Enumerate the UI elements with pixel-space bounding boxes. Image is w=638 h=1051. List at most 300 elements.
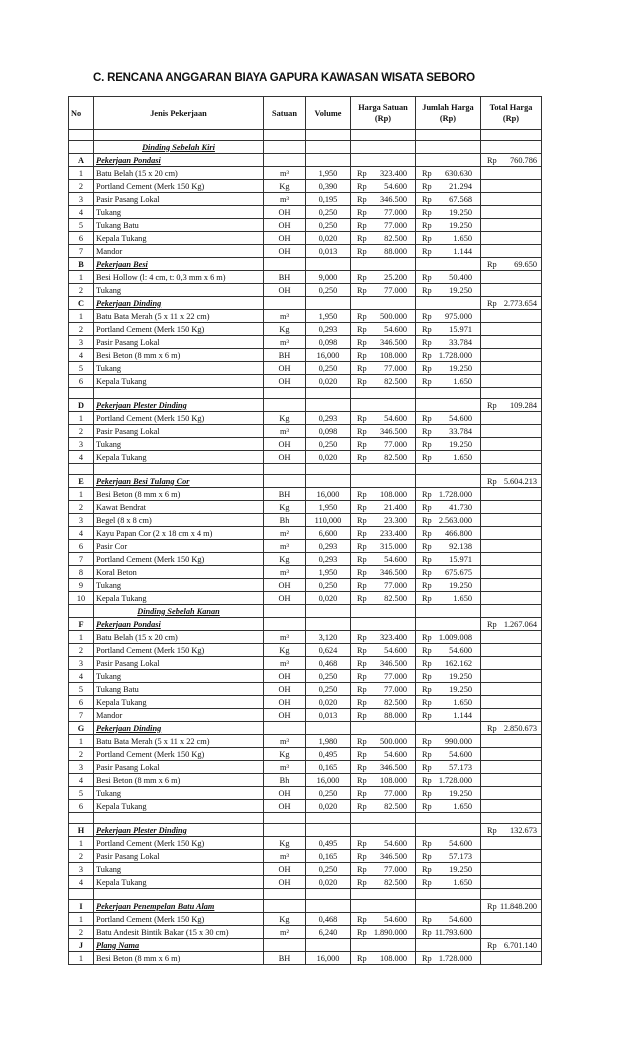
- table-row: [69, 553, 542, 566]
- empty-cell: [481, 284, 542, 297]
- currency-label: Rp: [357, 632, 367, 642]
- item-jenis: Tukang: [94, 284, 264, 297]
- item-harga-satuan-cell: [351, 683, 416, 696]
- table-row: [69, 271, 542, 284]
- item-volume: 0,293: [306, 323, 351, 336]
- empty-cell: [264, 722, 306, 735]
- item-satuan: Kg: [264, 837, 306, 850]
- table-row: [69, 323, 542, 336]
- section-total: [483, 901, 539, 912]
- empty-cell: [264, 618, 306, 631]
- item-harga-satuan-cell: [351, 425, 416, 438]
- item-jumlah-harga-cell: [416, 180, 481, 193]
- item-no: 6: [69, 232, 94, 245]
- item-jenis: Besi Beton (8 mm x 6 m): [94, 774, 264, 787]
- item-jumlah-harga-amount: 19.250: [449, 684, 472, 694]
- currency-label: Rp: [422, 788, 432, 798]
- item-satuan: m³: [264, 425, 306, 438]
- empty-cell: [481, 180, 542, 193]
- item-harga-satuan: [353, 272, 413, 283]
- currency-label: Rp: [487, 723, 497, 733]
- currency-label: Rp: [422, 554, 432, 564]
- item-volume: 0,250: [306, 670, 351, 683]
- section-letter: B: [69, 258, 94, 271]
- item-no: 3: [69, 336, 94, 349]
- currency-label: Rp: [357, 233, 367, 243]
- currency-label: Rp: [422, 684, 432, 694]
- currency-label: Rp: [422, 632, 432, 642]
- empty-cell: [481, 837, 542, 850]
- item-harga-satuan: [353, 528, 413, 539]
- item-harga-satuan-cell: [351, 514, 416, 527]
- item-jumlah-harga-cell: [416, 800, 481, 813]
- currency-label: Rp: [357, 502, 367, 512]
- currency-label: Rp: [357, 207, 367, 217]
- section-title: Pekerjaan Plester Dinding: [94, 399, 264, 412]
- item-volume: 0,165: [306, 850, 351, 863]
- item-jumlah-harga: [418, 168, 478, 179]
- item-volume: 16,000: [306, 774, 351, 787]
- item-no: 3: [69, 514, 94, 527]
- item-jenis: Begel (8 x 8 cm): [94, 514, 264, 527]
- currency-label: Rp: [357, 593, 367, 603]
- section-total: [483, 825, 539, 836]
- currency-label: Rp: [357, 220, 367, 230]
- item-harga-satuan: [353, 439, 413, 450]
- item-harga-satuan-amount: 233.400: [380, 528, 407, 538]
- section-row: [69, 399, 542, 412]
- empty-cell: [351, 605, 416, 618]
- section-letter: F: [69, 618, 94, 631]
- currency-label: Rp: [487, 825, 497, 835]
- item-jumlah-harga-cell: [416, 926, 481, 939]
- item-jumlah-harga-cell: [416, 167, 481, 180]
- section-title: Pekerjaan Pondasi: [94, 154, 264, 167]
- item-satuan: BH: [264, 952, 306, 965]
- item-jenis: Besi Beton (8 mm x 6 m): [94, 488, 264, 501]
- item-harga-satuan-amount: 88.000: [384, 710, 407, 720]
- item-jumlah-harga: [418, 593, 478, 604]
- item-harga-satuan-cell: [351, 735, 416, 748]
- item-jumlah-harga: [418, 658, 478, 669]
- item-satuan: m³: [264, 631, 306, 644]
- item-harga-satuan: [353, 426, 413, 437]
- item-harga-satuan: [353, 194, 413, 205]
- section-row: [69, 722, 542, 735]
- currency-label: Rp: [357, 580, 367, 590]
- item-volume: 0,468: [306, 657, 351, 670]
- item-harga-satuan-cell: [351, 167, 416, 180]
- currency-label: Rp: [357, 439, 367, 449]
- section-title: Plang Nama: [94, 939, 264, 952]
- item-jumlah-harga-amount: 19.250: [449, 207, 472, 217]
- empty-cell: [481, 464, 542, 475]
- item-harga-satuan: [353, 775, 413, 786]
- table-row: [69, 683, 542, 696]
- item-jumlah-harga-amount: 1.650: [453, 233, 472, 243]
- empty-cell: [264, 475, 306, 488]
- item-jumlah-harga-cell: [416, 631, 481, 644]
- table-row: [69, 644, 542, 657]
- item-satuan: BH: [264, 488, 306, 501]
- empty-cell: [481, 141, 542, 154]
- section-total-amount: 2.773.654: [503, 298, 537, 308]
- section-letter: E: [69, 475, 94, 488]
- empty-cell: [481, 167, 542, 180]
- item-jumlah-harga: [418, 515, 478, 526]
- section-row: [69, 824, 542, 837]
- item-jenis: Tukang: [94, 579, 264, 592]
- empty-cell: [481, 683, 542, 696]
- empty-cell: [481, 130, 542, 141]
- item-jenis: Kepala Tukang: [94, 876, 264, 889]
- item-jumlah-harga: [418, 285, 478, 296]
- item-volume: 0,013: [306, 245, 351, 258]
- item-no: 4: [69, 206, 94, 219]
- item-harga-satuan: [353, 181, 413, 192]
- header-total-harga: Total Harga (Rp): [481, 97, 542, 130]
- empty-cell: [69, 813, 94, 824]
- currency-label: Rp: [422, 337, 432, 347]
- item-jumlah-harga: [418, 914, 478, 925]
- header-harga-satuan: Harga Satuan (Rp): [351, 97, 416, 130]
- item-no: 1: [69, 488, 94, 501]
- item-jumlah-harga-cell: [416, 514, 481, 527]
- empty-cell: [94, 464, 264, 475]
- empty-cell: [481, 709, 542, 722]
- item-harga-satuan-cell: [351, 336, 416, 349]
- empty-cell: [481, 336, 542, 349]
- table-row: [69, 232, 542, 245]
- item-volume: 0,390: [306, 180, 351, 193]
- item-jumlah-harga-amount: 1.650: [453, 593, 472, 603]
- item-harga-satuan-amount: 82.500: [384, 233, 407, 243]
- empty-cell: [481, 245, 542, 258]
- currency-label: Rp: [357, 285, 367, 295]
- item-harga-satuan-cell: [351, 362, 416, 375]
- empty-cell: [351, 813, 416, 824]
- item-harga-satuan: [353, 801, 413, 812]
- empty-cell: [416, 824, 481, 837]
- empty-cell: [481, 501, 542, 514]
- item-harga-satuan-amount: 21.400: [384, 502, 407, 512]
- table-body: [69, 130, 542, 965]
- item-harga-satuan-cell: [351, 553, 416, 566]
- section-total-cell: [481, 475, 542, 488]
- header-no: No: [69, 97, 94, 130]
- item-jumlah-harga-cell: [416, 284, 481, 297]
- table-row: [69, 167, 542, 180]
- item-jumlah-harga-cell: [416, 735, 481, 748]
- item-harga-satuan-amount: 77.000: [384, 363, 407, 373]
- item-no: 5: [69, 787, 94, 800]
- currency-label: Rp: [422, 851, 432, 861]
- empty-cell: [351, 388, 416, 399]
- currency-label: Rp: [487, 259, 497, 269]
- empty-cell: [306, 399, 351, 412]
- item-harga-satuan-cell: [351, 631, 416, 644]
- item-harga-satuan-amount: 82.500: [384, 697, 407, 707]
- item-jumlah-harga: [418, 762, 478, 773]
- item-harga-satuan-amount: 108.000: [380, 489, 407, 499]
- empty-cell: [481, 748, 542, 761]
- item-jumlah-harga-cell: [416, 501, 481, 514]
- section-letter: G: [69, 722, 94, 735]
- item-jumlah-harga-amount: 19.250: [449, 671, 472, 681]
- item-jenis: Pasir Pasang Lokal: [94, 336, 264, 349]
- item-satuan: m³: [264, 310, 306, 323]
- item-jumlah-harga-cell: [416, 310, 481, 323]
- item-volume: 0,020: [306, 592, 351, 605]
- section-total-amount: 109.284: [510, 400, 537, 410]
- section-total: [483, 940, 539, 951]
- table-row: [69, 540, 542, 553]
- table-row: [69, 501, 542, 514]
- currency-label: Rp: [357, 426, 367, 436]
- empty-cell: [94, 813, 264, 824]
- table-row: [69, 180, 542, 193]
- item-harga-satuan: [353, 502, 413, 513]
- empty-cell: [69, 889, 94, 900]
- item-harga-satuan-amount: 54.600: [384, 324, 407, 334]
- item-jenis: Kepala Tukang: [94, 800, 264, 813]
- item-jenis: Mandor: [94, 245, 264, 258]
- item-jumlah-harga-amount: 1.009.008: [438, 632, 472, 642]
- item-jumlah-harga-amount: 675.675: [445, 567, 472, 577]
- item-jumlah-harga-amount: 1.650: [453, 452, 472, 462]
- item-jumlah-harga-amount: 1.144: [453, 710, 472, 720]
- empty-cell: [69, 130, 94, 141]
- currency-label: Rp: [487, 400, 497, 410]
- item-no: 2: [69, 284, 94, 297]
- item-satuan: m²: [264, 926, 306, 939]
- item-jumlah-harga-amount: 1.650: [453, 697, 472, 707]
- section-total-cell: [481, 900, 542, 913]
- empty-cell: [481, 913, 542, 926]
- item-harga-satuan: [353, 864, 413, 875]
- item-satuan: Kg: [264, 913, 306, 926]
- item-harga-satuan-cell: [351, 245, 416, 258]
- section-total: [483, 723, 539, 734]
- currency-label: Rp: [357, 246, 367, 256]
- currency-label: Rp: [422, 580, 432, 590]
- item-satuan: m³: [264, 850, 306, 863]
- item-harga-satuan-cell: [351, 800, 416, 813]
- item-volume: 0,293: [306, 553, 351, 566]
- item-satuan: Bh: [264, 774, 306, 787]
- item-jumlah-harga-cell: [416, 592, 481, 605]
- item-harga-satuan-cell: [351, 451, 416, 464]
- empty-cell: [69, 141, 94, 154]
- item-harga-satuan-cell: [351, 180, 416, 193]
- item-harga-satuan-cell: [351, 438, 416, 451]
- table-row: [69, 748, 542, 761]
- item-jenis: Kepala Tukang: [94, 375, 264, 388]
- item-no: 1: [69, 167, 94, 180]
- empty-cell: [351, 154, 416, 167]
- item-satuan: OH: [264, 375, 306, 388]
- item-volume: 1,950: [306, 501, 351, 514]
- item-harga-satuan-cell: [351, 488, 416, 501]
- currency-label: Rp: [487, 619, 497, 629]
- section-letter: J: [69, 939, 94, 952]
- item-jenis: Kepala Tukang: [94, 451, 264, 464]
- table-row: [69, 761, 542, 774]
- item-no: 5: [69, 219, 94, 232]
- empty-cell: [306, 618, 351, 631]
- item-harga-satuan: [353, 749, 413, 760]
- subheading-label: Dinding Sebelah Kanan: [94, 605, 264, 618]
- empty-cell: [481, 349, 542, 362]
- item-harga-satuan-amount: 346.500: [380, 658, 407, 668]
- item-volume: 0,250: [306, 579, 351, 592]
- empty-cell: [416, 399, 481, 412]
- item-harga-satuan-amount: 346.500: [380, 567, 407, 577]
- empty-cell: [94, 889, 264, 900]
- currency-label: Rp: [422, 220, 432, 230]
- table-row: [69, 412, 542, 425]
- item-harga-satuan-amount: 500.000: [380, 736, 407, 746]
- item-no: 3: [69, 438, 94, 451]
- item-harga-satuan-cell: [351, 349, 416, 362]
- item-jumlah-harga-cell: [416, 644, 481, 657]
- item-harga-satuan: [353, 554, 413, 565]
- item-harga-satuan: [353, 788, 413, 799]
- item-no: 2: [69, 748, 94, 761]
- item-jumlah-harga-amount: 41.730: [449, 502, 472, 512]
- item-jenis: Tukang Batu: [94, 683, 264, 696]
- currency-label: Rp: [357, 801, 367, 811]
- item-volume: 9,000: [306, 271, 351, 284]
- currency-label: Rp: [422, 515, 432, 525]
- subheading-row: [69, 141, 542, 154]
- item-harga-satuan: [353, 413, 413, 424]
- item-harga-satuan: [353, 697, 413, 708]
- item-volume: 0,293: [306, 412, 351, 425]
- currency-label: Rp: [422, 838, 432, 848]
- item-jumlah-harga-amount: 11.793.600: [434, 927, 472, 937]
- empty-cell: [264, 141, 306, 154]
- item-jumlah-harga-amount: 15.971: [449, 554, 472, 564]
- empty-cell: [264, 297, 306, 310]
- empty-cell: [481, 605, 542, 618]
- section-total-amount: 2.850.673: [503, 723, 537, 733]
- currency-label: Rp: [422, 736, 432, 746]
- item-harga-satuan: [353, 376, 413, 387]
- subheading-row: [69, 605, 542, 618]
- item-harga-satuan: [353, 515, 413, 526]
- item-harga-satuan-amount: 77.000: [384, 207, 407, 217]
- currency-label: Rp: [422, 285, 432, 295]
- item-satuan: OH: [264, 284, 306, 297]
- item-jenis: Portland Cement (Merk 150 Kg): [94, 644, 264, 657]
- table-row: [69, 800, 542, 813]
- item-harga-satuan: [353, 168, 413, 179]
- item-jumlah-harga: [418, 567, 478, 578]
- currency-label: Rp: [357, 658, 367, 668]
- section-total: [483, 400, 539, 411]
- item-volume: 0,250: [306, 863, 351, 876]
- empty-cell: [481, 375, 542, 388]
- item-jumlah-harga: [418, 376, 478, 387]
- currency-label: Rp: [487, 476, 497, 486]
- item-volume: 0,250: [306, 787, 351, 800]
- table-row: [69, 206, 542, 219]
- item-volume: 110,000: [306, 514, 351, 527]
- table-row: [69, 657, 542, 670]
- item-harga-satuan-amount: 54.600: [384, 645, 407, 655]
- item-jumlah-harga: [418, 775, 478, 786]
- empty-cell: [416, 464, 481, 475]
- currency-label: Rp: [422, 749, 432, 759]
- item-harga-satuan-amount: 82.500: [384, 801, 407, 811]
- item-harga-satuan: [353, 710, 413, 721]
- section-row: [69, 618, 542, 631]
- empty-cell: [416, 388, 481, 399]
- empty-cell: [481, 670, 542, 683]
- item-satuan: BH: [264, 349, 306, 362]
- item-harga-satuan-cell: [351, 592, 416, 605]
- item-jumlah-harga: [418, 554, 478, 565]
- item-jumlah-harga-cell: [416, 748, 481, 761]
- item-harga-satuan: [353, 645, 413, 656]
- item-harga-satuan: [353, 953, 413, 964]
- item-jumlah-harga-amount: 67.568: [449, 194, 472, 204]
- item-jumlah-harga: [418, 684, 478, 695]
- empty-cell: [306, 475, 351, 488]
- item-satuan: OH: [264, 709, 306, 722]
- item-satuan: Kg: [264, 644, 306, 657]
- table-row: [69, 774, 542, 787]
- table-header-row: [69, 97, 542, 130]
- item-volume: 0,495: [306, 837, 351, 850]
- item-no: 4: [69, 876, 94, 889]
- item-harga-satuan-amount: 77.000: [384, 788, 407, 798]
- item-harga-satuan: [353, 567, 413, 578]
- currency-label: Rp: [357, 413, 367, 423]
- item-volume: 1,950: [306, 566, 351, 579]
- item-jumlah-harga-cell: [416, 850, 481, 863]
- item-jenis: Portland Cement (Merk 150 Kg): [94, 913, 264, 926]
- item-harga-satuan: [353, 684, 413, 695]
- empty-cell: [481, 863, 542, 876]
- item-jumlah-harga-cell: [416, 451, 481, 464]
- empty-cell: [481, 761, 542, 774]
- item-no: 6: [69, 696, 94, 709]
- item-jenis: Pasir Cor: [94, 540, 264, 553]
- table-row: [69, 488, 542, 501]
- item-harga-satuan-cell: [351, 412, 416, 425]
- item-jumlah-harga: [418, 272, 478, 283]
- item-jumlah-harga-cell: [416, 488, 481, 501]
- item-no: 10: [69, 592, 94, 605]
- currency-label: Rp: [357, 515, 367, 525]
- item-no: 3: [69, 657, 94, 670]
- item-harga-satuan: [353, 580, 413, 591]
- section-total-amount: 6.701.140: [503, 940, 537, 950]
- item-no: 2: [69, 850, 94, 863]
- item-jumlah-harga: [418, 233, 478, 244]
- item-volume: 1,950: [306, 310, 351, 323]
- currency-label: Rp: [422, 413, 432, 423]
- table-row: [69, 284, 542, 297]
- empty-cell: [481, 592, 542, 605]
- item-jumlah-harga: [418, 528, 478, 539]
- item-jumlah-harga-cell: [416, 709, 481, 722]
- section-row: [69, 939, 542, 952]
- item-volume: 0,495: [306, 748, 351, 761]
- currency-label: Rp: [422, 762, 432, 772]
